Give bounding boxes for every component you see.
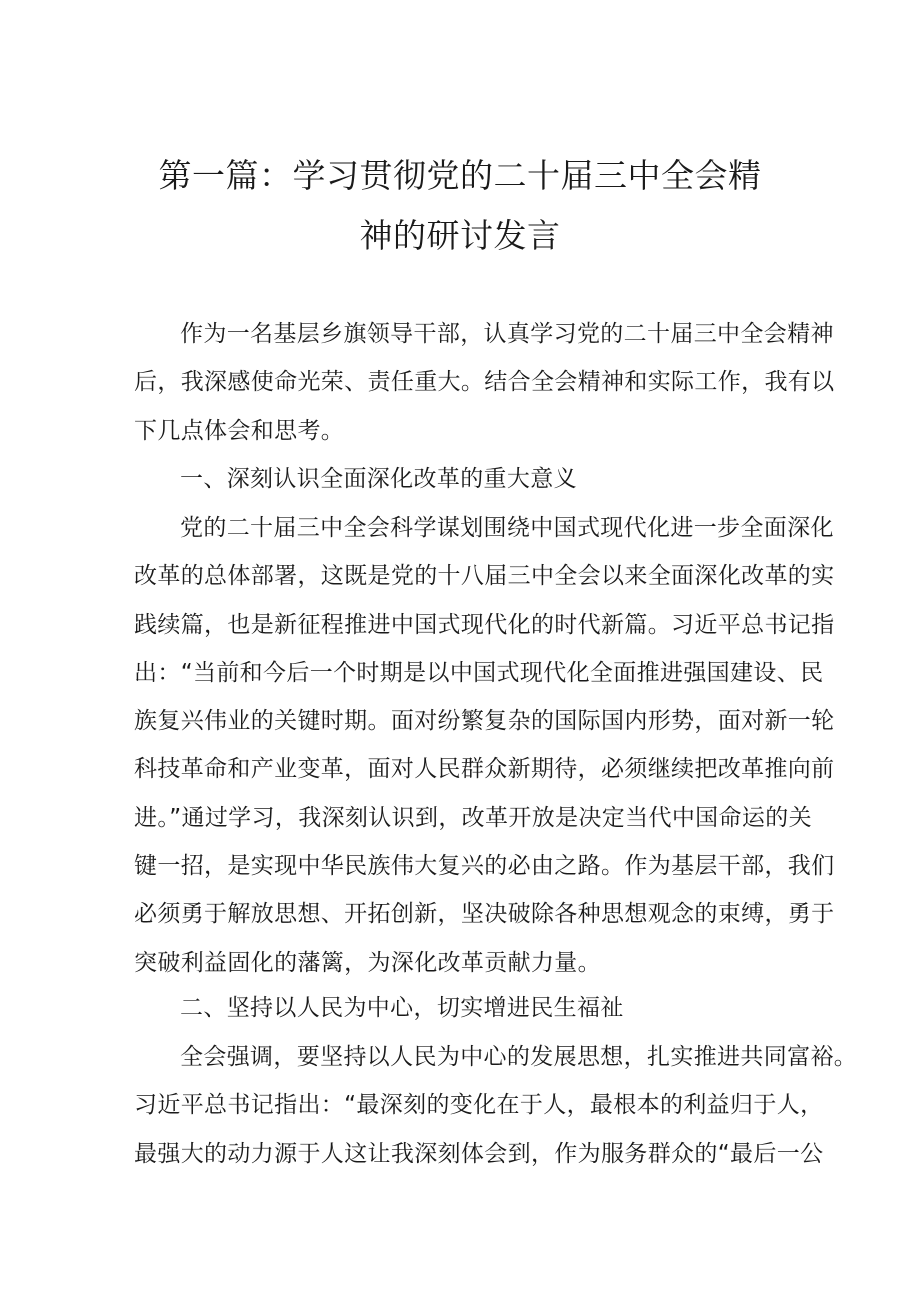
paragraph-line: 下几点体会和思考。 bbox=[134, 417, 345, 444]
paragraph-line: 党的二十届三中全会科学谋划围绕中国式现代化进一步全面深化 bbox=[180, 515, 834, 541]
paragraph-line: 后，我深感使命光荣、责任重大。结合全会精神和实际工作，我有以 bbox=[134, 369, 835, 396]
paragraph-line: 键一招，是实现中华民族伟大复兴的必由之路。作为基层干部，我们 bbox=[134, 853, 835, 880]
paragraph-line: 科技革命和产业变革，面对人民群众新期待，必须继续把改革推向前 bbox=[134, 756, 835, 783]
paragraph-line: 作为一名基层乡旗领导干部，认真学习党的二十届三中全会精神 bbox=[180, 321, 834, 347]
section-heading-1 bbox=[134, 455, 796, 503]
heading-text: 一、深刻认识全面深化改革的重大意义 bbox=[180, 466, 577, 492]
paragraph-line: 习近平总书记指出：“最深刻的变化在于人，最根本的利益归于人， bbox=[134, 1092, 824, 1119]
paragraph-line: 必须勇于解放思想、开拓创新，坚决破除各种思想观念的束缚，勇于 bbox=[134, 901, 835, 928]
section-heading-2 bbox=[134, 984, 796, 1032]
title-line-2: 神的研讨发言 bbox=[359, 216, 561, 255]
paragraph-section-2 bbox=[134, 1033, 858, 1178]
heading-text: 二、坚持以人民为中心，切实增进民生福祉 bbox=[180, 995, 624, 1021]
paragraph-line: 进。”通过学习，我深刻认识到，改革开放是决定当代中国命运的关 bbox=[134, 804, 812, 831]
paragraph-intro bbox=[134, 310, 835, 455]
paragraph-line: 全会强调，要坚持以人民为中心的发展思想，扎实推进共同富裕。 bbox=[180, 1044, 858, 1070]
paragraph-line: 族复兴伟业的关键时期。面对纷繁复杂的国际国内形势，面对新一轮 bbox=[134, 708, 835, 735]
paragraph-section-1 bbox=[134, 504, 835, 987]
paragraph-line: 改革的总体部署，这既是党的十八届三中全会以来全面深化改革的实 bbox=[134, 563, 835, 590]
paragraph-line: 突破利益固化的藩篱，为深化改革贡献力量。 bbox=[134, 949, 601, 976]
document-title bbox=[130, 146, 790, 266]
paragraph-line: 出：“当前和今后一个时期是以中国式现代化全面推进强国建设、民 bbox=[134, 659, 824, 686]
paragraph-line: 最强大的动力源于人这让我深刻体会到，作为服务群众的“最后一公 bbox=[134, 1140, 824, 1167]
title-line-1: 第一篇：学习贯彻党的二十届三中全会精 bbox=[158, 156, 762, 195]
paragraph-line: 践续篇，也是新征程推进中国式现代化的时代新篇。习近平总书记指 bbox=[134, 611, 835, 638]
